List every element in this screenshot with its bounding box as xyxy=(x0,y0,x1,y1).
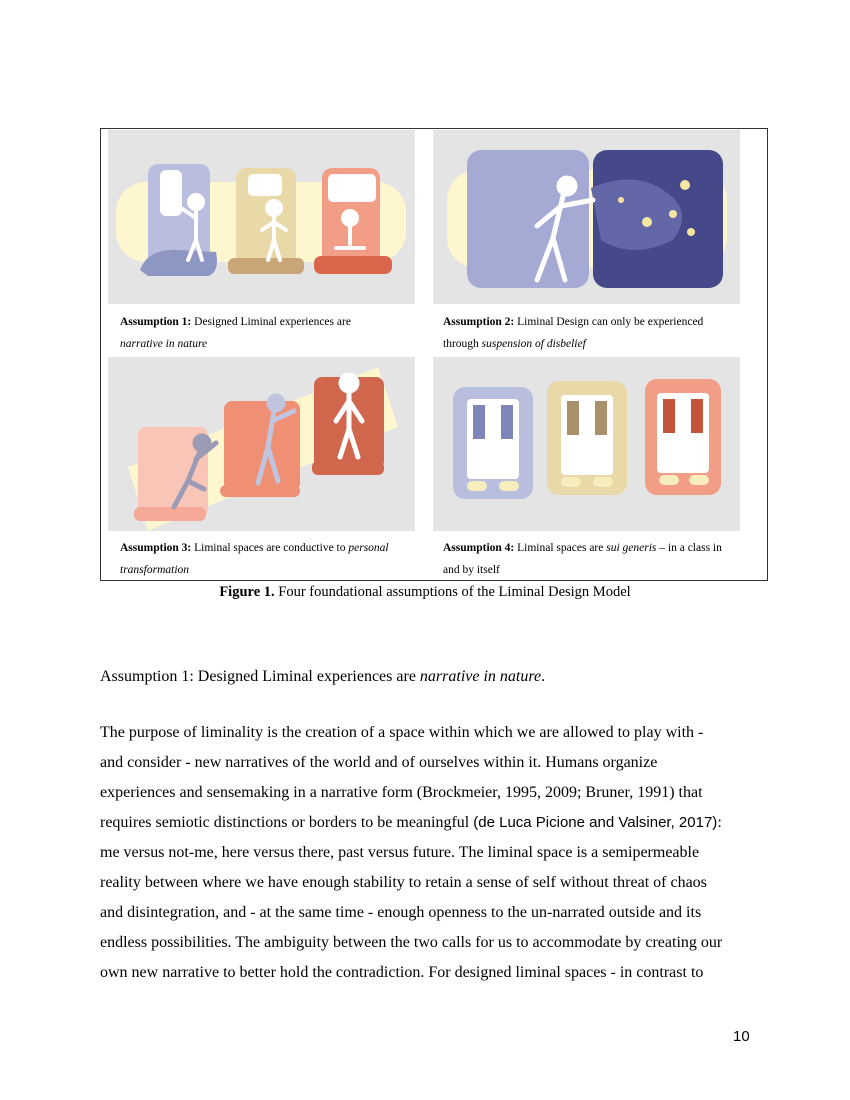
illustration-assumption-1 xyxy=(108,130,415,304)
illustration-assumption-2 xyxy=(433,130,740,304)
paragraph-line: experiences and sensemaking in a narrative form (Brockmeier, 1995, 2009; Bruner, 1991) that xyxy=(100,784,703,801)
paragraph-line: The purpose of liminality is the creation of a space within which we are allowed to play with - xyxy=(100,724,704,741)
figure-caption: Figure 1. Four foundational assumptions of the Liminal Design Model xyxy=(219,584,631,600)
page-number: 10 xyxy=(733,1028,750,1045)
figure-1 xyxy=(100,128,768,581)
paragraph-line: reality between where we have enough stability to retain a sense of self without threat of chaos xyxy=(100,874,707,891)
paragraph-line: and disintegration, and - at the same time - enough openness to the un-narrated outside and its xyxy=(100,904,702,921)
paragraph-line: own new narrative to better hold the contradiction. For designed liminal spaces - in contrast to xyxy=(100,964,704,981)
caption-assumption-3: Assumption 3: Liminal spaces are conductive to personal transformation xyxy=(120,542,389,576)
paragraph-line: and consider - new narratives of the world and of ourselves within it. Humans organize xyxy=(100,754,658,771)
citation: (de Luca Picione and Valsiner, 2017) xyxy=(473,814,718,831)
paragraph-line: requires semiotic distinctions or borders to be meaningful (de Luca Picione and Valsiner, 2017): xyxy=(100,814,722,831)
illustration-assumption-4 xyxy=(433,357,740,531)
caption-assumption-4: Assumption 4: Liminal spaces are sui generis – in a class in and by itself xyxy=(443,542,722,576)
illustration-assumption-3 xyxy=(108,357,415,531)
section-heading: Assumption 1: Designed Liminal experiences are narrative in nature. xyxy=(100,668,546,685)
paragraph-line: me versus not-me, here versus there, past versus future. The liminal space is a semipermeable xyxy=(100,844,700,861)
caption-assumption-1: Assumption 1: Designed Liminal experiences are narrative in nature xyxy=(120,316,351,350)
paragraph-line: endless possibilities. The ambiguity between the two calls for us to accommodate by creating our xyxy=(100,934,723,951)
caption-assumption-2: Assumption 2: Liminal Design can only be experienced through suspension of disbelief xyxy=(443,316,704,350)
